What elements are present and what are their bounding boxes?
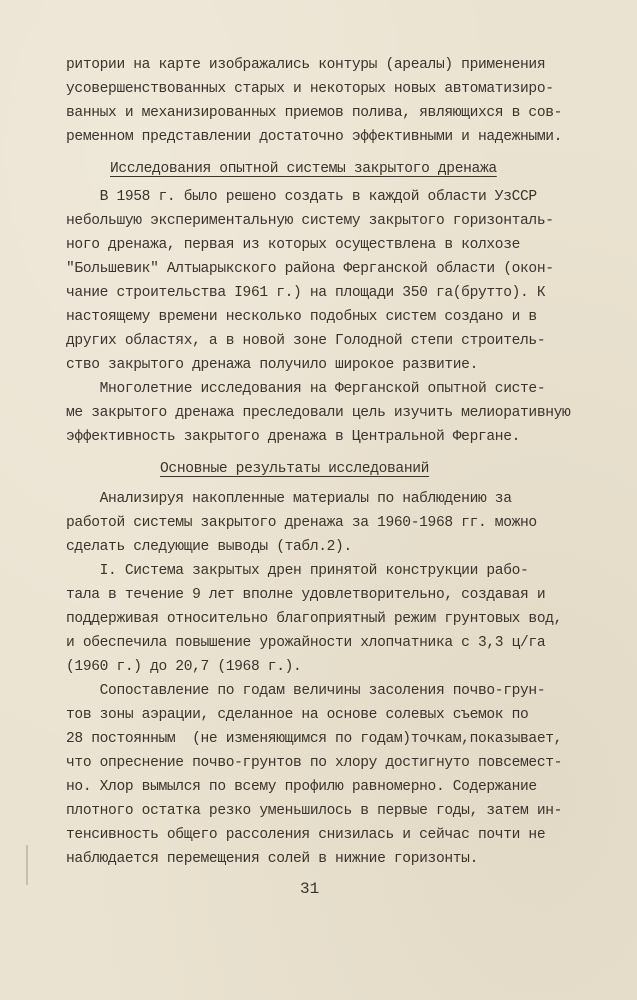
text-line: работой системы закрытого дренажа за 1960-1968 гг. можно bbox=[66, 515, 537, 531]
text-line: ме закрытого дренажа преследовали цель изучить мелиоративную bbox=[66, 405, 571, 421]
text-line: наблюдается перемещения солей в нижние горизонты. bbox=[66, 851, 478, 867]
text-line: небольшую экспериментальную систему закрытого горизонталь- bbox=[66, 213, 554, 229]
text-line: но. Хлор вымылся по всему профилю равномерно. Содержание bbox=[66, 779, 537, 795]
text-line: Многолетние исследования на Ферганской опытной систе- bbox=[66, 381, 546, 397]
section-heading: Исследования опытной системы закрытого дренажа bbox=[110, 161, 497, 177]
text-line: других областях, а в новой зоне Голодной степи строитель- bbox=[66, 333, 546, 349]
text-line: сделать следующие выводы (табл.2). bbox=[66, 539, 352, 555]
text-line: настоящему времени несколько подобных систем создано и в bbox=[66, 309, 537, 325]
text-line: ритории на карте изображались контуры (ареалы) применения bbox=[66, 57, 546, 73]
text-line: ного дренажа, первая из которых осуществлена в колхозе bbox=[66, 237, 521, 253]
text-line: (1960 г.) до 20,7 (1968 г.). bbox=[66, 659, 302, 675]
text-line: Сопоставление по годам величины засоления почво-грун- bbox=[66, 683, 546, 699]
text-line: В 1958 г. было решено создать в каждой области УзССР bbox=[66, 189, 537, 205]
text-line: эффективность закрытого дренажа в Центральной Фергане. bbox=[66, 429, 521, 445]
text-line: тов зоны аэрации, сделанное на основе солевых съемок по bbox=[66, 707, 529, 723]
text-line: "Большевик" Алтыарыкского района Ферганской области (окон- bbox=[66, 261, 554, 277]
text-line: тенсивность общего рассоления снизилась и сейчас почти не bbox=[66, 827, 546, 843]
text-line: ванных и механизированных приемов полива, являющихся в сов- bbox=[66, 105, 563, 121]
text-line: плотного остатка резко уменьшилось в первые годы, затем ин- bbox=[66, 803, 563, 819]
text-line: что опреснение почво-грунтов по хлору достигнуто повсемест- bbox=[66, 755, 563, 771]
text-line: усовершенствованных старых и некоторых новых автоматизиро- bbox=[66, 81, 554, 97]
text-line: I. Система закрытых дрен принятой конструкции рабо- bbox=[66, 563, 529, 579]
text-line: ство закрытого дренажа получило широкое развитие. bbox=[66, 357, 478, 373]
text-line: тала в течение 9 лет вполне удовлетворительно, создавая и bbox=[66, 587, 546, 603]
paper-mark bbox=[26, 845, 28, 885]
text-line: Анализируя накопленные материалы по наблюдению за bbox=[66, 491, 512, 507]
text-line: ременном представлении достаточно эффективными и надежными. bbox=[66, 129, 563, 145]
section-heading: Основные результаты исследований bbox=[160, 461, 430, 477]
text-line: 28 постоянным (не изменяющимся по годам)точкам,показывает, bbox=[66, 731, 563, 747]
text-line: чание строительства I961 г.) на площади 350 га(брутто). К bbox=[66, 285, 546, 301]
text-line: и обеспечила повышение урожайности хлопчатника с 3,3 ц/га bbox=[66, 635, 546, 651]
text-line: поддерживая относительно благоприятный режим грунтовых вод, bbox=[66, 611, 563, 627]
page-number: 31 bbox=[300, 880, 320, 898]
